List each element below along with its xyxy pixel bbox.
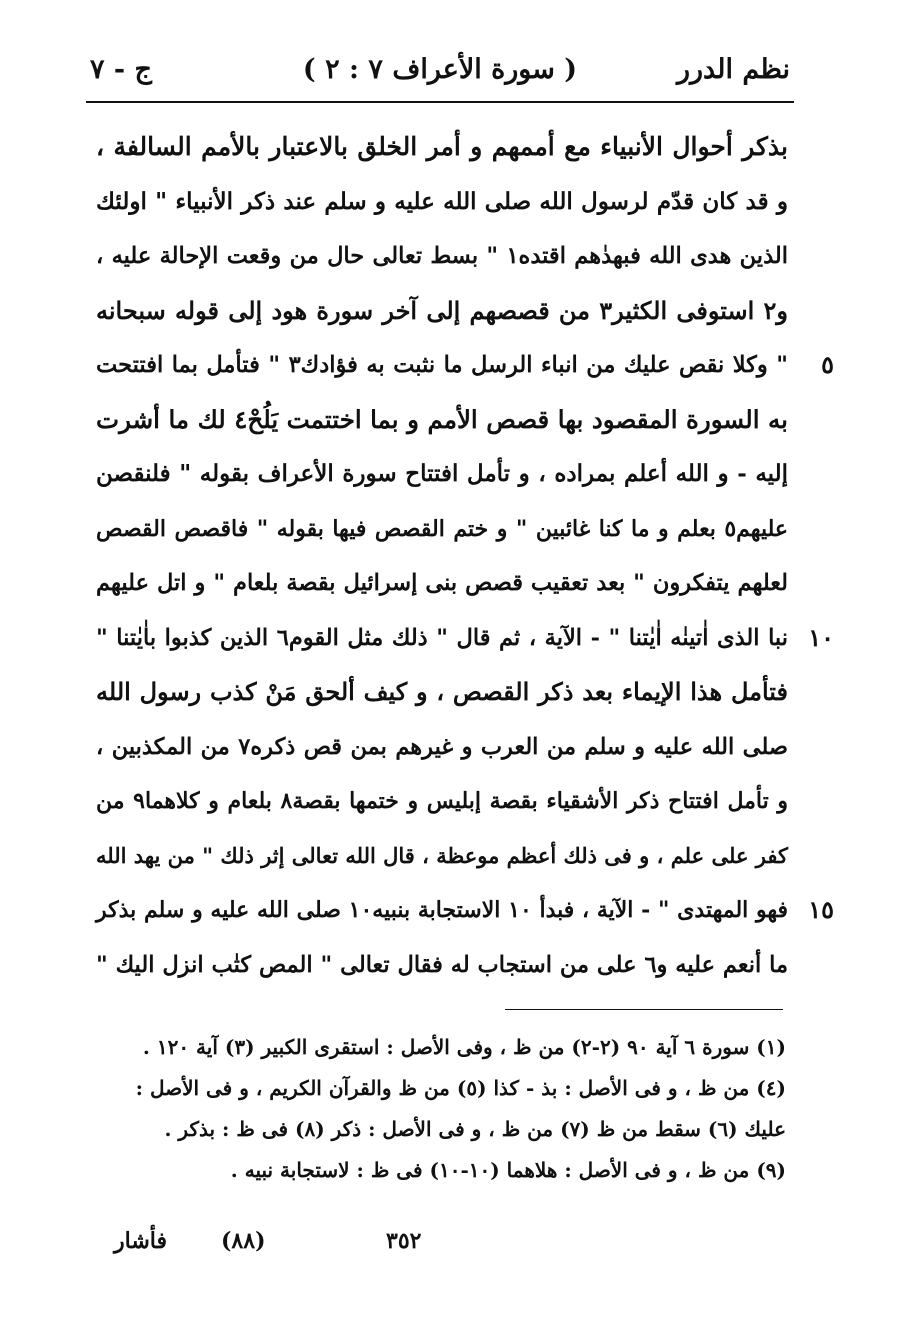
footnote-line: عليك (٦) سقط من ظ (٧) من ظ ، و فى الأصل : ذكر (٨) فى ظ : بذكر .	[164, 1117, 786, 1141]
footnote-line: (٤) من ظ ، و فى الأصل : بذ - كذا (٥) من ظ والقرآن الكريم ، و فى الأصل :	[135, 1076, 786, 1100]
line-text: و تأمل افتتاح ذكر الأشقياء بقصة إبليس و ختمها بقصة٨ بلعام و كلاهما٩ من	[96, 788, 788, 814]
line-text: فهو المهتدى " - الآية ، فبدأ ١٠ الاستجابة بنبيه١٠ صلى الله عليه و سلم بذكر	[96, 897, 788, 923]
volume-number: ج - ٧	[90, 54, 152, 85]
book-title: نظم الدرر	[676, 54, 790, 85]
text-line	[96, 556, 788, 611]
page-number: ٣٥٢	[386, 1228, 422, 1254]
running-header	[90, 50, 790, 96]
line-text: و٢ استوفى الكثير٣ من قصصهم إلى آخر سورة هود إلى قوله سبحانه	[96, 295, 788, 325]
text-line	[96, 611, 834, 666]
signature-mark: (٨٨)	[221, 1228, 266, 1254]
line-text: لعلهم يتفكرون " بعد تعقيب قصص بنى إسرائيل بقصة بلعام " و اتل عليهم	[96, 570, 788, 596]
text-line	[96, 393, 788, 448]
line-number: ٥	[821, 350, 834, 379]
text-line	[96, 829, 788, 884]
surah-reference: ( سورة الأعراف ٧ : ٢ )	[302, 54, 578, 85]
text-line	[96, 447, 788, 502]
text-line	[96, 175, 788, 230]
line-text: ما أنعم عليه و٦ على من استجاب له فقال تعالى " المص كتٰب انزل اليك "	[96, 951, 788, 978]
line-text: صلى الله عليه و سلم من العرب و غيرهم بمن قص ذكره٧ من المكذبين ،	[96, 733, 788, 760]
footnote-divider	[505, 1009, 783, 1010]
header-divider	[86, 101, 794, 103]
text-line	[96, 883, 834, 938]
page-footer	[96, 1228, 786, 1268]
line-text: بذكر أحوال الأنبياء مع أممهم و أمر الخلق بالاعتبار بالأمم السالفة ،	[96, 132, 788, 161]
text-line	[96, 338, 834, 393]
line-text: فتأمل هذا الإيماء بعد ذكر القصص ، و كيف ألحق مَنْ كذب رسول الله	[96, 677, 788, 706]
line-text: " وكلا نقص عليك من انباء الرسل ما نثبت به فؤادك٣ " فتأمل بما افتتحت	[96, 352, 788, 378]
footnote-line: (٩) من ظ ، و فى الأصل : هلاهما (١٠-١٠) فى ظ : لاستجابة نبيه .	[230, 1158, 786, 1182]
text-line	[96, 938, 788, 993]
line-text: به السورة المقصود بها قصص الأمم و بما اختتمت يَلُحْ٤ لك ما أشرت	[96, 404, 788, 434]
line-text: نبا الذى اٰتينٰه اٰيٰتنا " - الآية ، ثم قال " ذلك مثل القوم٦ الذين كذبوا باٰيٰتنا "	[96, 624, 788, 651]
text-line	[96, 720, 788, 775]
text-line	[96, 229, 788, 284]
footnote-line: (١) سورة ٦ آية ٩٠ (٢-٢) من ظ ، وفى الأصل : استقرى الكبير (٣) آية ١٢٠ .	[142, 1035, 786, 1059]
line-text: الذين هدى الله فبهدٰهم اقتده١ " بسط تعالى حال من وقعت الإحالة عليه ،	[96, 243, 788, 269]
catchword: فأشار	[114, 1228, 167, 1254]
footnotes	[96, 1027, 786, 1191]
line-number: ١٥	[808, 895, 834, 924]
line-text: عليهم٥ بعلم و ما كنا غائبين " و ختم القصص فيها بقوله " فاقصص القصص	[96, 515, 788, 542]
line-number: ١٠	[808, 622, 834, 652]
main-text	[96, 120, 834, 992]
text-line	[96, 665, 788, 720]
line-text: كفر على علم ، و فى ذلك أعظم موعظة ، قال الله تعالى إثر ذلك " من يهد الله	[96, 842, 788, 868]
text-line	[96, 502, 788, 557]
text-line	[96, 120, 788, 175]
text-line	[96, 284, 788, 339]
line-text: إليه - و الله أعلم بمراده ، و تأمل افتتاح سورة الأعراف بقوله " فلنقصن	[96, 460, 788, 487]
text-line	[96, 774, 788, 829]
line-text: و قد كان قدّم لرسول الله صلى الله عليه و سلم عند ذكر الأنبياء " اولئك	[96, 187, 788, 215]
